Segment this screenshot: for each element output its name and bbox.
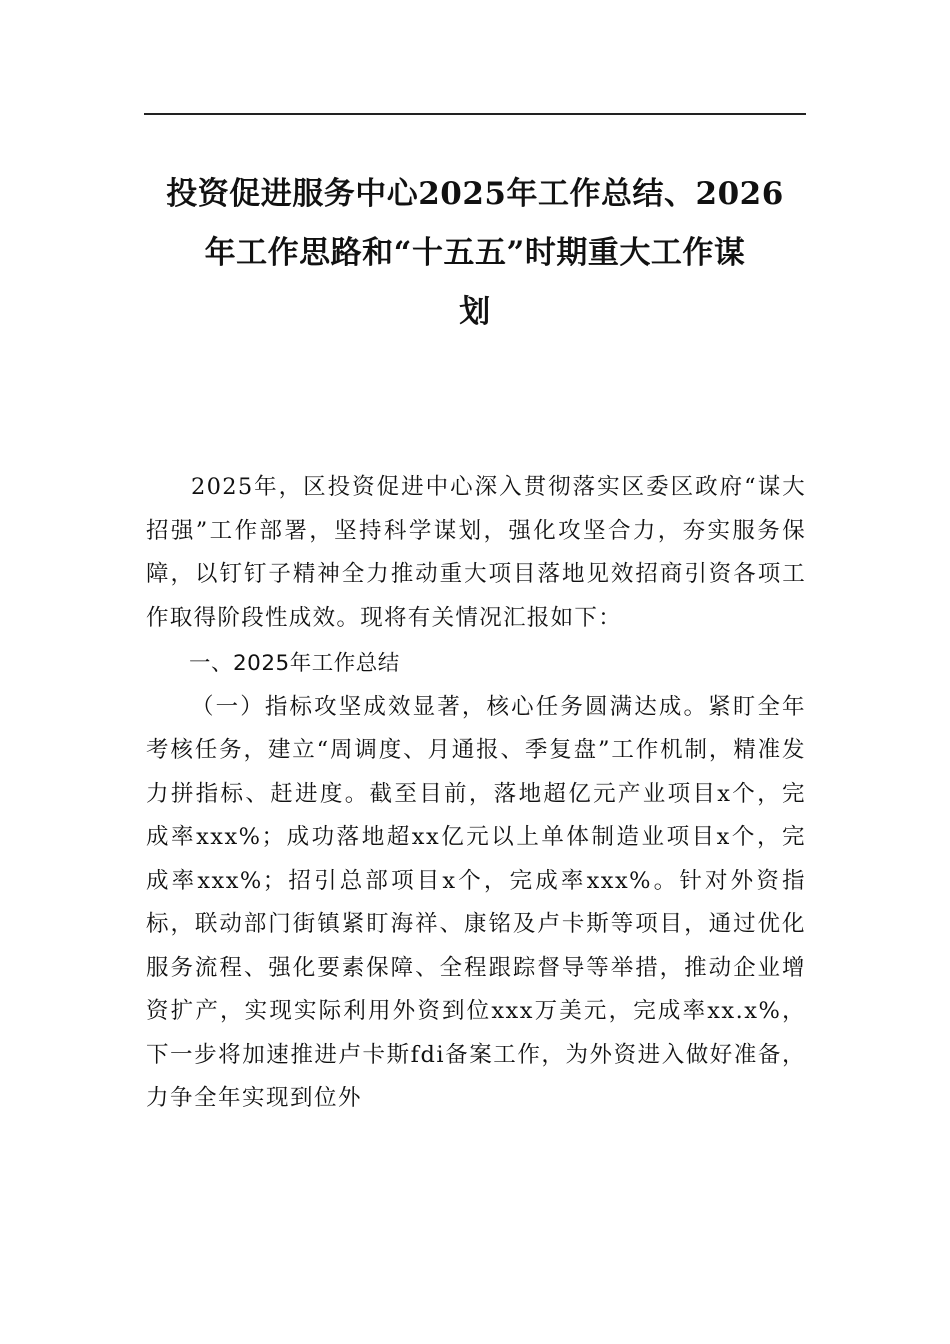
intro-paragraph: 2025年，区投资促进中心深入贯彻落实区委区政府“谋大招强”工作部署，坚持科学谋划，强化攻坚合力，夯实服务保障，以钉钉子精神全力推动重大项目落地见效招商引资各项工作取得阶段性成效。现将有关情况汇报如下： xyxy=(146,474,806,631)
document-title xyxy=(144,165,806,342)
section-heading: 一、2025年工作总结 xyxy=(189,651,400,676)
header-rule xyxy=(144,113,806,115)
document-body xyxy=(146,466,806,1121)
subsection-paragraph: （一）指标攻坚成效显著，核心任务圆满达成。紧盯全年考核任务，建立“周调度、月通报、季复盘”工作机制，精准发力拼指标、赶进度。截至目前，落地超亿元产业项目x个，完成率xxx%；成功落地超xx亿元以上单体制造业项目x个，完成率xxx%；招引总部项目x个，完成率xxx%。针对外资指标，联动部门街镇紧盯海祥、康铭及卢卡斯等项目，通过优化服务流程、强化要素保障、全程跟踪督导等举措，推动企业增资扩产，实现实际利用外资到位xxx万美元，完成率xx.x%，下一步将加速推进卢卡斯fdi备案工作，为外资进入做好准备，力争全年实现到位外 xyxy=(146,693,806,1111)
title-line-1: 投资促进服务中心2025年工作总结、2026 xyxy=(166,176,784,212)
title-line-3: 划 xyxy=(459,294,491,330)
title-line-2: 年工作思路和“十五五”时期重大工作谋 xyxy=(204,235,746,271)
